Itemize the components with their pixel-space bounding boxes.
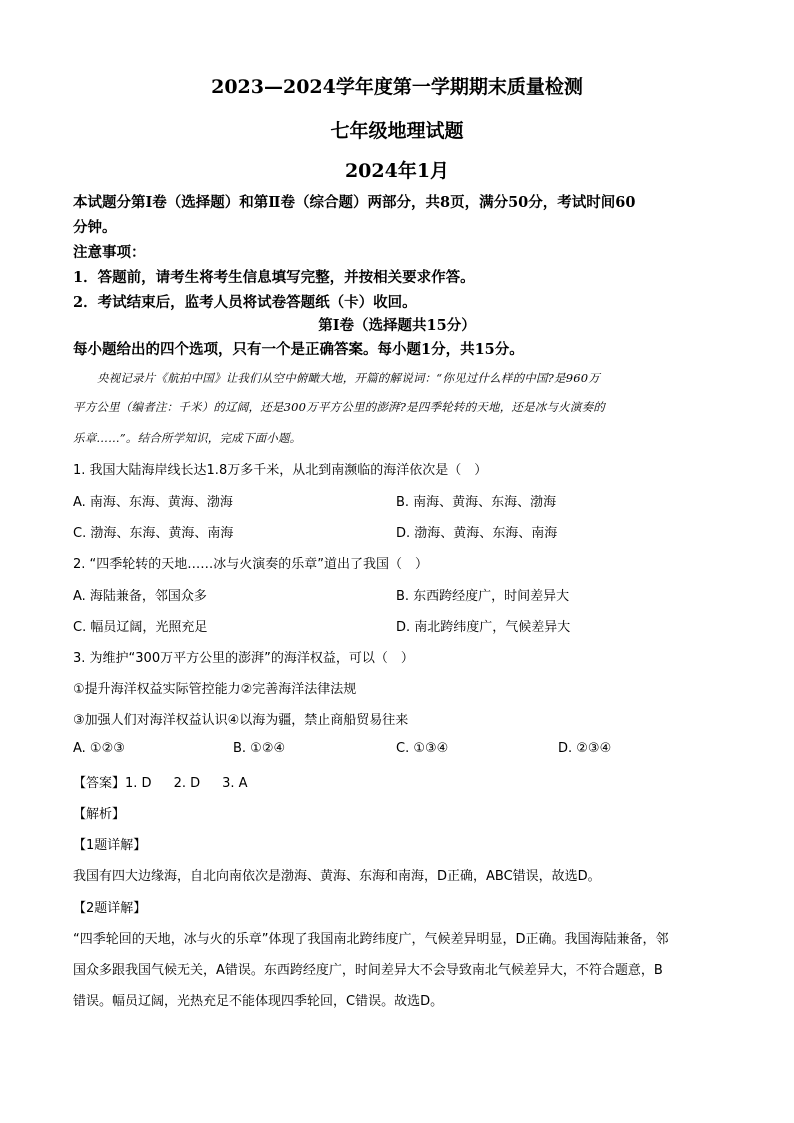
passage-line-2: 平方公里（编者注：千米）的辽阔，还是300万平方公里的澎湃?是四季轮转的天地，还是冰与火演奏的: [73, 400, 606, 414]
exam-subtitle: 七年级地理试题: [330, 120, 464, 142]
q3-statement-2: ③加强人们对海洋权益认识④以海为疆，禁止商船贸易往来: [73, 713, 409, 728]
intro-line-1: 本试题分第Ⅰ卷（选择题）和第Ⅱ卷（综合题）两部分，共8页，满分50分，考试时间60: [73, 194, 636, 211]
answer-label: 【答案】: [73, 776, 126, 791]
question-1-stem: 1. 我国大陆海岸线长达1.8万多千米，从北到南濒临的海洋依次是（ ）: [73, 463, 488, 478]
detail-1-text: 我国有四大边缘海，自北向南依次是渤海、黄海、东海和南海，D正确，ABC错误，故选D。: [73, 869, 601, 884]
detail-1-title: 【1题详解】: [73, 838, 147, 853]
detail-2-title: 【2题详解】: [73, 901, 147, 916]
q2-option-b: B. 东西跨经度广，时间差异大: [396, 589, 570, 604]
q3-option-b: B. ①②④: [233, 741, 286, 756]
analysis-label: 【解析】: [73, 807, 126, 822]
passage-line-1: 央视记录片《航拍中国》让我们从空中俯瞰大地，开篇的解说词：“你见过什么样的中国?是960万: [97, 371, 600, 385]
exam-title: 2023—2024学年度第一学期期末质量检测: [211, 76, 583, 98]
question-3-stem: 3. 为维护“300万平方公里的澎湃”的海洋权益，可以（ ）: [73, 651, 414, 666]
notice-item-1: 1．答题前，请考生将考生信息填写完整，并按相关要求作答。: [73, 269, 475, 286]
detail-2-line-2: 国众多跟我国气候无关，A错误。东西跨经度广，时间差异大不会导致南北气候差异大，不符合题意，B: [73, 963, 663, 978]
q2-option-d: D. 南北跨纬度广，气候差异大: [396, 620, 571, 635]
answer-1: 1. D: [125, 776, 152, 791]
q3-statement-1: ①提升海洋权益实际管控能力②完善海洋法律法规: [73, 682, 357, 697]
intro-line-2: 分钟。: [73, 219, 117, 236]
notice-title: 注意事项：: [73, 244, 146, 261]
answer-line: [73, 772, 733, 791]
section-instruction: 每小题给出的四个选项，只有一个是正确答案。每小题1分，共15分。: [73, 341, 524, 358]
q3-option-d: D. ②③④: [558, 741, 612, 756]
answer-3: 3. A: [222, 776, 248, 791]
section-title: 第Ⅰ卷（选择题共15分）: [318, 317, 476, 334]
q1-option-a: A. 南海、东海、黄海、渤海: [73, 495, 233, 510]
passage-line-3: 乐章……”。结合所学知识，完成下面小题。: [73, 431, 302, 445]
q3-option-a: A. ①②③: [73, 741, 125, 756]
q2-option-a: A. 海陆兼备，邻国众多: [73, 589, 207, 604]
q2-option-c: C. 幅员辽阔，光照充足: [73, 620, 208, 635]
q1-option-b: B. 南海、黄海、东海、渤海: [396, 495, 557, 510]
exam-date: 2024年1月: [344, 160, 450, 182]
detail-2-line-3: 错误。幅员辽阔，光热充足不能体现四季轮回，C错误。故选D。: [73, 994, 444, 1009]
detail-2-line-1: “四季轮回的天地，冰与火的乐章”体现了我国南北跨纬度广，气候差异明显，D正确。我国海陆兼备，邻: [73, 932, 669, 947]
question-2-stem: 2. “四季轮转的天地……冰与火演奏的乐章”道出了我国（ ）: [73, 557, 429, 572]
q1-option-d: D. 渤海、黄海、东海、南海: [396, 526, 558, 541]
q3-option-c: C. ①③④: [396, 741, 449, 756]
answer-2: 2. D: [173, 776, 201, 791]
q1-option-c: C. 渤海、东海、黄海、南海: [73, 526, 234, 541]
notice-item-2: 2．考试结束后，监考人员将试卷答题纸（卡）收回。: [73, 294, 417, 311]
